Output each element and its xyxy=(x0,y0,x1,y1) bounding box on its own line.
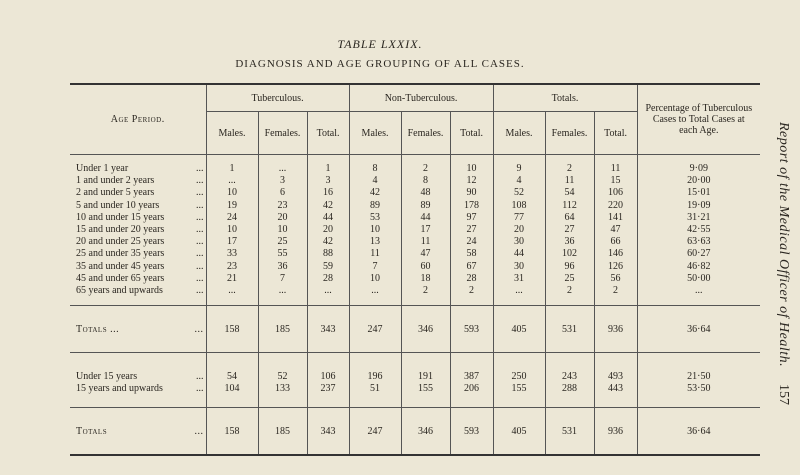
tot-males-header: Males. xyxy=(493,112,545,155)
table-cell: 247 xyxy=(349,306,401,353)
page-number: 157 xyxy=(776,384,791,405)
table-cell: 936 xyxy=(594,408,637,456)
table-cell: 28 xyxy=(450,273,493,285)
table-cell: 155 xyxy=(493,383,545,395)
table-cell: 8 xyxy=(401,175,450,187)
table-cell: 343 xyxy=(307,408,349,456)
table-cell: ... xyxy=(349,285,401,297)
table-cell: 10 xyxy=(349,273,401,285)
table-cell: 141 xyxy=(594,212,637,224)
ntb-males-header: Males. xyxy=(349,112,401,155)
diagnosis-table xyxy=(70,83,760,456)
table-cell: 47 xyxy=(401,248,450,260)
table-subtitle: DIAGNOSIS AND AGE GROUPING OF ALL CASES. xyxy=(235,58,525,70)
table-cell: 2 xyxy=(401,163,450,175)
table-cell: 54 xyxy=(545,187,594,199)
table-cell: 48 xyxy=(401,187,450,199)
table-cell: 237 xyxy=(307,383,349,395)
table-cell: 102 xyxy=(545,248,594,260)
table-cell: 104 xyxy=(206,383,258,395)
table-cell: 60·27 xyxy=(687,248,711,260)
table-cell: 2 xyxy=(401,285,450,297)
table-cell: 77 xyxy=(493,212,545,224)
table-cell: 33 xyxy=(206,248,258,260)
table-cell: 67 xyxy=(450,261,493,273)
table-row xyxy=(70,224,760,236)
table-cell: 52 xyxy=(258,371,307,383)
table-cell: 178 xyxy=(450,200,493,212)
row-label: 20 and under 25 years ... xyxy=(70,236,206,248)
table-cell: 30 xyxy=(493,261,545,273)
table-row xyxy=(70,200,760,212)
table-cell: 343 xyxy=(307,306,349,353)
table-row xyxy=(70,273,760,285)
table-cell: 16 xyxy=(307,187,349,199)
table-cell: 196 xyxy=(349,371,401,383)
table-cell: 56 xyxy=(594,273,637,285)
table-row xyxy=(70,236,760,248)
row-label: Totals ... xyxy=(70,408,206,456)
table-cell: 10 xyxy=(206,224,258,236)
tot-total-header: Total. xyxy=(594,112,637,155)
table-cell: 21 xyxy=(206,273,258,285)
table-cell: 51 xyxy=(349,383,401,395)
table-cell: 31 xyxy=(493,273,545,285)
table-cell: 66 xyxy=(594,236,637,248)
table-cell: 20 xyxy=(307,224,349,236)
row-label: 45 and under 65 years ... xyxy=(70,273,206,285)
table-cell: 405 xyxy=(493,306,545,353)
table-cell: 20 xyxy=(493,224,545,236)
table-cell: 44 xyxy=(401,212,450,224)
table-cell: 64 xyxy=(545,212,594,224)
side-running-title: Report of the Medical Officer of Health. xyxy=(776,122,791,368)
table-cell: 27 xyxy=(545,224,594,236)
table-cell: 13 xyxy=(349,236,401,248)
table-cell: 25 xyxy=(545,273,594,285)
row-label: Under 1 year ... xyxy=(70,163,206,175)
table-cell: 493 xyxy=(594,371,637,383)
ntb-females-header: Females. xyxy=(401,112,450,155)
table-cell: 593 xyxy=(450,408,493,456)
table-cell: 3 xyxy=(307,175,349,187)
table-cell: 25 xyxy=(258,236,307,248)
table-cell: 15 xyxy=(594,175,637,187)
table-cell: ... xyxy=(695,285,703,297)
row-label: 2 and under 5 years ... xyxy=(70,187,206,199)
table-cell: 11 xyxy=(594,163,637,175)
age-period-header: Age Period. xyxy=(70,84,206,155)
table-row xyxy=(70,261,760,273)
table-cell: 185 xyxy=(258,408,307,456)
table-cell: 18 xyxy=(401,273,450,285)
table-cell: 17 xyxy=(206,236,258,248)
table-cell: 531 xyxy=(545,306,594,353)
row-label: 65 years and upwards ... xyxy=(70,285,206,297)
table-cell: 46·82 xyxy=(687,260,711,272)
table-cell: 346 xyxy=(401,306,450,353)
table-cell: 15·01 xyxy=(687,187,711,199)
table-cell: 58 xyxy=(450,248,493,260)
table-cell: 50·00 xyxy=(687,272,711,284)
table-cell: 158 xyxy=(206,408,258,456)
table-cell: 288 xyxy=(545,383,594,395)
row-label: 15 years and upwards ... xyxy=(70,383,206,395)
table-cell: 88 xyxy=(307,248,349,260)
table-cell: 11 xyxy=(349,248,401,260)
table-cell: 7 xyxy=(349,261,401,273)
age-group-row xyxy=(70,383,760,395)
table-cell: 106 xyxy=(594,187,637,199)
table-cell: 59 xyxy=(307,261,349,273)
grand-totals-row xyxy=(70,408,760,456)
table-cell: ... xyxy=(258,285,307,297)
table-cell: 30 xyxy=(493,236,545,248)
table-row xyxy=(70,187,760,199)
table-cell: 4 xyxy=(493,175,545,187)
table-cell: 96 xyxy=(545,261,594,273)
table-cell: 89 xyxy=(349,200,401,212)
table-cell: 10 xyxy=(206,187,258,199)
row-label: Totals ... ... xyxy=(70,306,206,353)
table-cell: 23 xyxy=(206,261,258,273)
table-cell: 4 xyxy=(349,175,401,187)
table-cell: 36 xyxy=(258,261,307,273)
table-cell: 17 xyxy=(401,224,450,236)
table-cell: 9·09 xyxy=(689,163,708,174)
table-cell: 106 xyxy=(307,371,349,383)
totals-group-header: Totals. xyxy=(493,84,637,112)
table-title: TABLE LXXIX. xyxy=(337,37,423,51)
table-row xyxy=(70,248,760,260)
table-cell: 1 xyxy=(307,163,349,175)
table-cell: 387 xyxy=(450,371,493,383)
percentage-header: Percentage of Tuberculous Cases to Total Cases at each Age. xyxy=(645,103,753,136)
table-cell: 60 xyxy=(401,261,450,273)
table-cell: 53 xyxy=(349,212,401,224)
table-cell: 10 xyxy=(450,163,493,175)
table-cell: 593 xyxy=(450,306,493,353)
table-cell: 531 xyxy=(545,408,594,456)
table-cell: 7 xyxy=(258,273,307,285)
table-cell: 44 xyxy=(493,248,545,260)
table-row xyxy=(70,285,760,297)
non-tuberculous-group-header: Non-Tuberculous. xyxy=(349,84,493,112)
table-cell: 10 xyxy=(349,224,401,236)
table-cell: ... xyxy=(493,285,545,297)
table-cell: 20·00 xyxy=(687,175,711,187)
table-cell: 53·50 xyxy=(687,383,711,395)
table-cell: 108 xyxy=(493,200,545,212)
table-row xyxy=(70,163,760,175)
table-cell: 42 xyxy=(307,200,349,212)
table-cell: ... xyxy=(307,285,349,297)
tb-males-header: Males. xyxy=(206,112,258,155)
table-cell: 42 xyxy=(349,187,401,199)
table-cell: 63·63 xyxy=(687,236,711,248)
table-cell: 28 xyxy=(307,273,349,285)
table-cell: 9 xyxy=(493,163,545,175)
table-cell: 112 xyxy=(545,200,594,212)
table-cell: ... xyxy=(206,285,258,297)
table-cell: 24 xyxy=(450,236,493,248)
table-cell: 2 xyxy=(545,163,594,175)
table-cell: 126 xyxy=(594,261,637,273)
table-cell: 36·64 xyxy=(637,306,760,353)
totals-row xyxy=(70,306,760,353)
table-cell: 36 xyxy=(545,236,594,248)
table-cell: 24 xyxy=(206,212,258,224)
table-cell: 19·09 xyxy=(687,199,711,211)
table-cell: 405 xyxy=(493,408,545,456)
table-cell: 2 xyxy=(545,285,594,297)
age-group-row xyxy=(70,371,760,383)
tuberculous-group-header: Tuberculous. xyxy=(206,84,349,112)
table-cell: 6 xyxy=(258,187,307,199)
table-cell: 2 xyxy=(450,285,493,297)
table-cell: 3 xyxy=(258,175,307,187)
table-cell: 54 xyxy=(206,371,258,383)
table-cell: 44 xyxy=(307,212,349,224)
table-cell: 220 xyxy=(594,200,637,212)
table-row xyxy=(70,212,760,224)
row-label: 5 and under 10 years ... xyxy=(70,200,206,212)
table-cell: 346 xyxy=(401,408,450,456)
table-cell: 247 xyxy=(349,408,401,456)
table-cell: 206 xyxy=(450,383,493,395)
tb-total-header: Total. xyxy=(307,112,349,155)
table-cell: 191 xyxy=(401,371,450,383)
table-cell: 20 xyxy=(258,212,307,224)
row-label: 35 and under 45 years ... xyxy=(70,261,206,273)
table-cell: 89 xyxy=(401,200,450,212)
table-row xyxy=(70,175,760,187)
table-cell: 146 xyxy=(594,248,637,260)
table-cell: 2 xyxy=(594,285,637,297)
table-cell: 12 xyxy=(450,175,493,187)
table-cell: 10 xyxy=(258,224,307,236)
row-label: 10 and under 15 years ... xyxy=(70,212,206,224)
table-cell: 936 xyxy=(594,306,637,353)
table-cell: 55 xyxy=(258,248,307,260)
table-cell: 185 xyxy=(258,306,307,353)
row-label: Under 15 years ... xyxy=(70,371,206,383)
tb-females-header: Females. xyxy=(258,112,307,155)
table-cell: 47 xyxy=(594,224,637,236)
table-cell: 1 xyxy=(206,163,258,175)
table-cell: 19 xyxy=(206,200,258,212)
table-cell: 11 xyxy=(545,175,594,187)
table-cell: 31·21 xyxy=(687,211,711,223)
table-cell: 158 xyxy=(206,306,258,353)
table-cell: 250 xyxy=(493,371,545,383)
table-cell: 11 xyxy=(401,236,450,248)
table-cell: ... xyxy=(206,175,258,187)
table-cell: 155 xyxy=(401,383,450,395)
table-cell: 52 xyxy=(493,187,545,199)
row-label: 25 and under 35 years ... xyxy=(70,248,206,260)
table-cell: 21·50 xyxy=(687,371,711,383)
table-cell: 90 xyxy=(450,187,493,199)
table-cell: 42·55 xyxy=(687,224,711,236)
table-cell: 42 xyxy=(307,236,349,248)
tot-females-header: Females. xyxy=(545,112,594,155)
table-cell: 443 xyxy=(594,383,637,395)
ntb-total-header: Total. xyxy=(450,112,493,155)
table-cell: 36·64 xyxy=(637,408,760,456)
table-cell: 133 xyxy=(258,383,307,395)
table-cell: 97 xyxy=(450,212,493,224)
table-cell: 8 xyxy=(349,163,401,175)
row-label: 1 and under 2 years ... xyxy=(70,175,206,187)
table-cell: ... xyxy=(258,163,307,175)
table-cell: 243 xyxy=(545,371,594,383)
row-label: 15 and under 20 years ... xyxy=(70,224,206,236)
table-cell: 23 xyxy=(258,200,307,212)
table-cell: 27 xyxy=(450,224,493,236)
